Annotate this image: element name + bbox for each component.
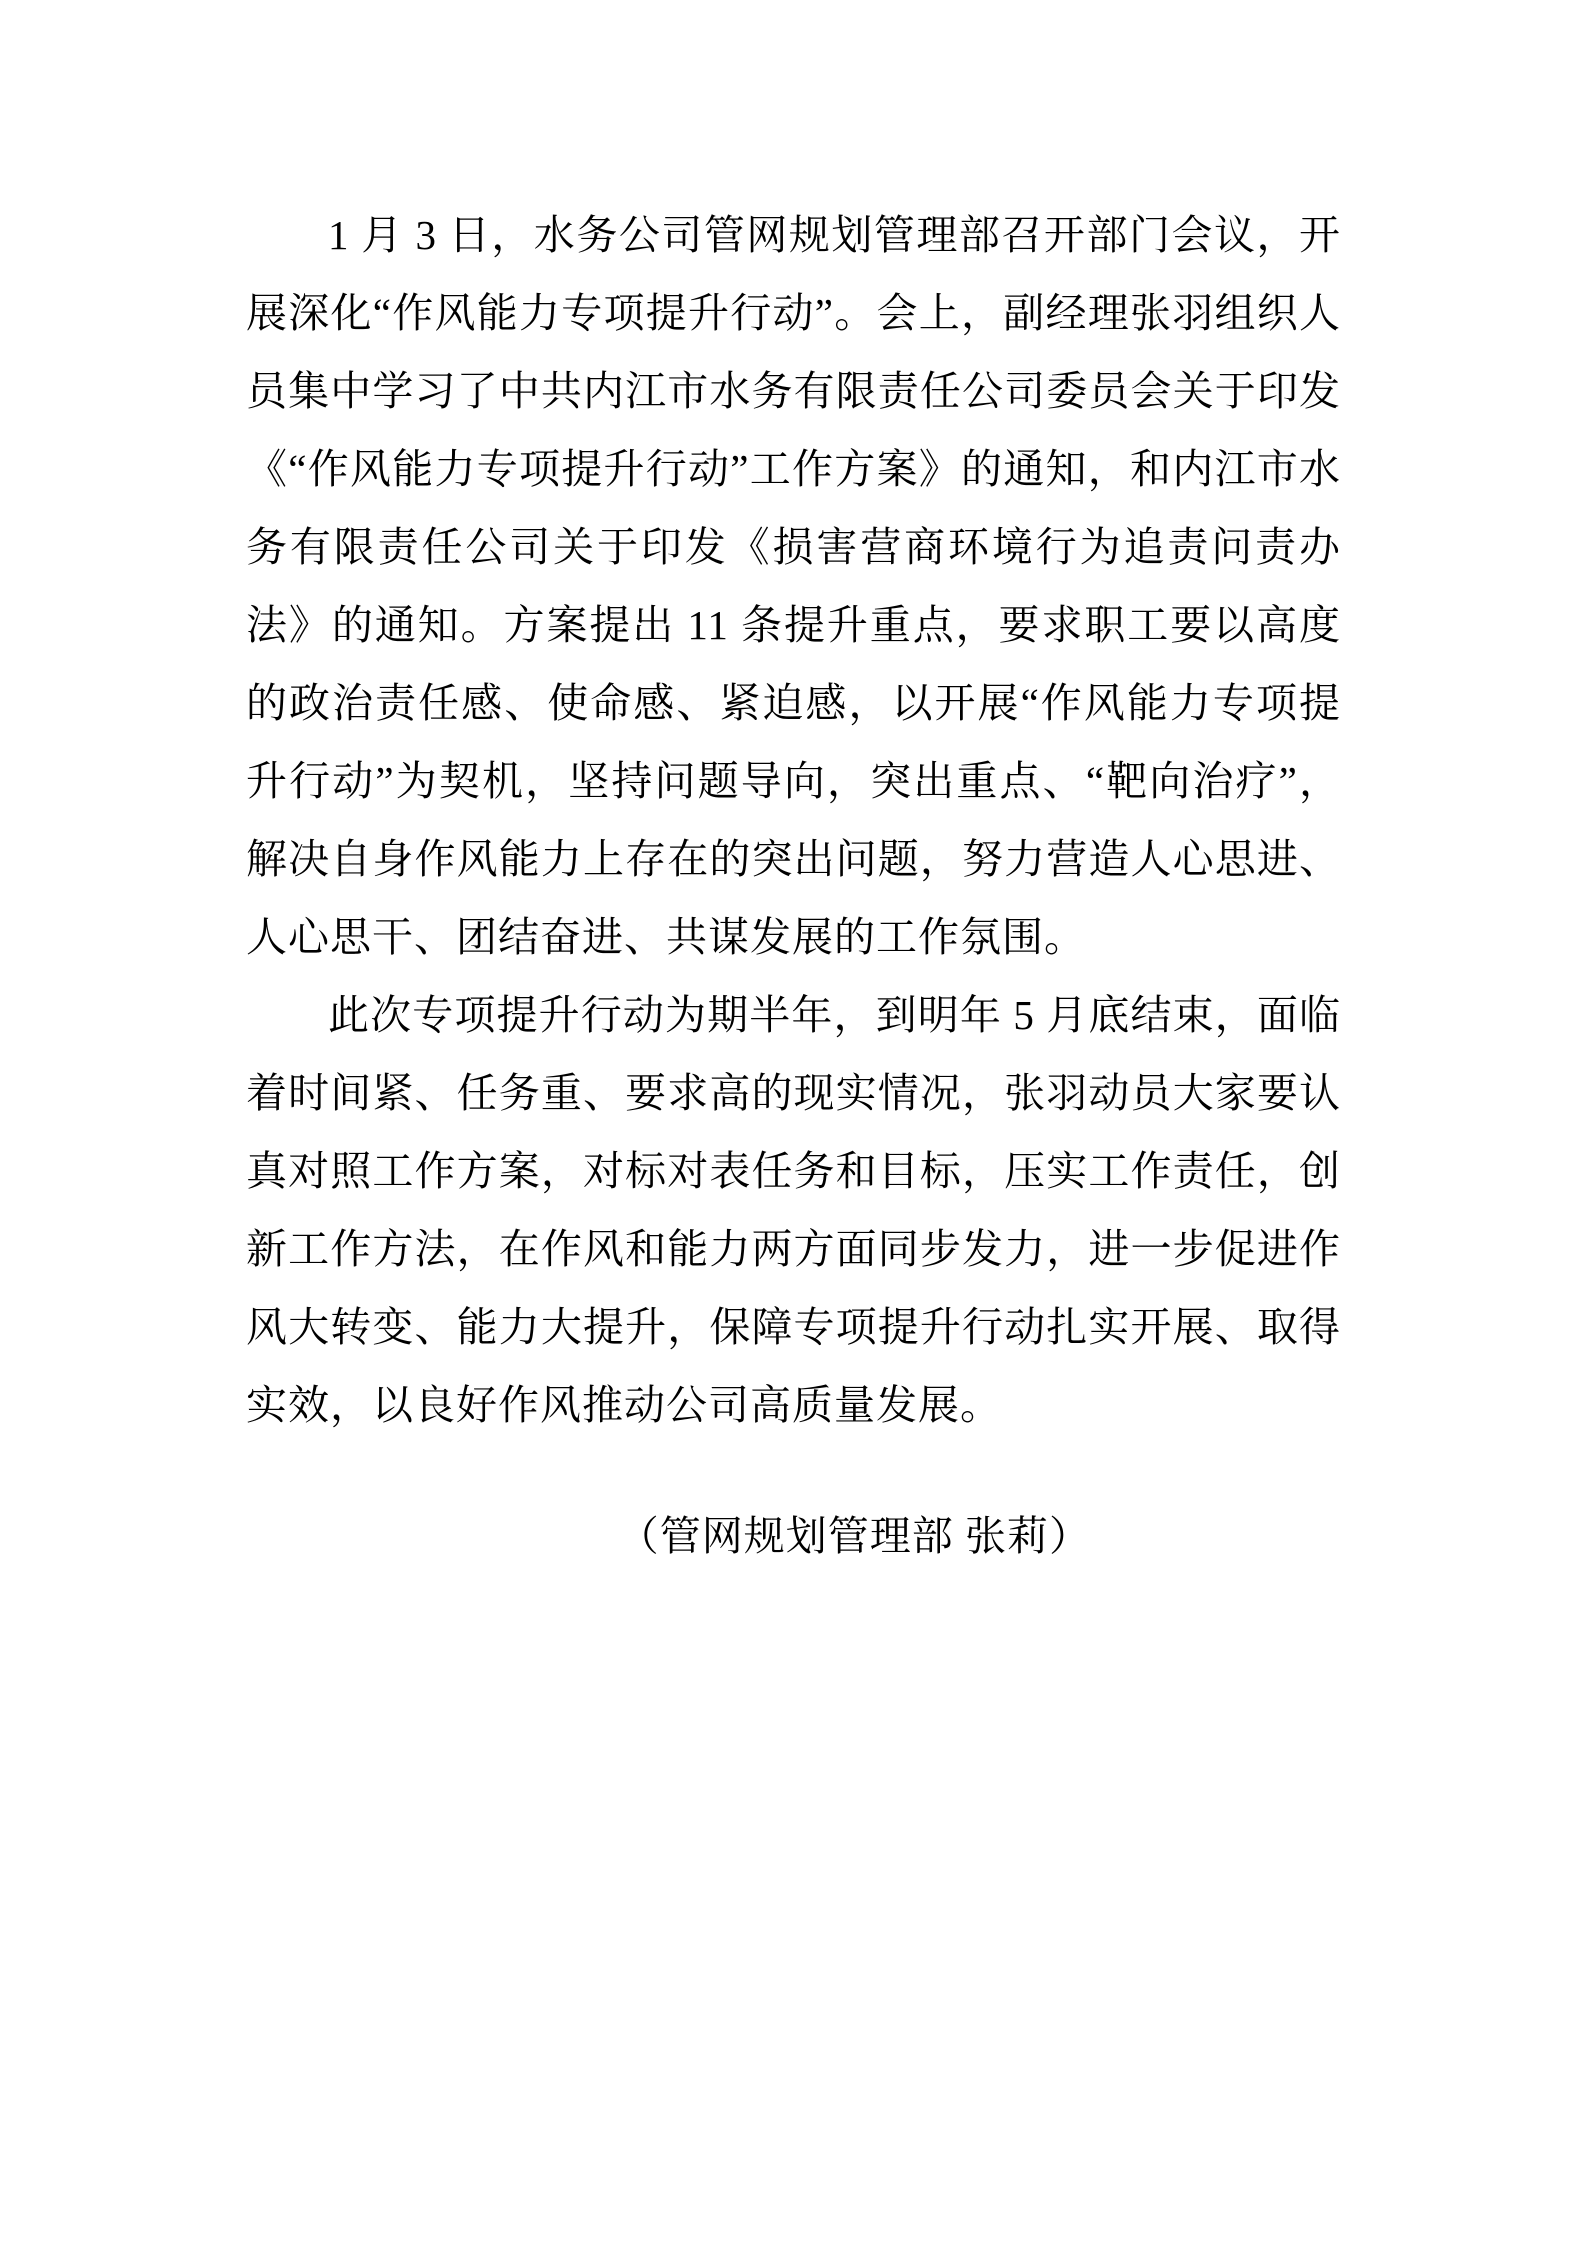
body-paragraph-2: 此次专项提升行动为期半年，到明年 5 月底结束，面临着时间紧、任务重、要求高的现实情况，张羽动员大家要认真对照工作方案，对标对表任务和目标，压实工作责任，创新工作方法，在作风和能力两方面同步发力，进一步促进作风大转变、能力大提升，保障专项提升行动扎实开展、取得实效，以良好作风推动公司高质量发展。 xyxy=(246,992,1341,1428)
body-paragraph-1: 1 月 3 日，水务公司管网规划管理部召开部门会议，开展深化“作风能力专项提升行动”。会上，副经理张羽组织人员集中学习了中共内江市水务有限责任公司委员会关于印发《“作风能力专项提升行动”工作方案》的通知，和内江市水务有限责任公司关于印发《损害营商环境行为追责问责办法》的通知。方案提出 11 条提升重点，要求职工要以高度的政治责任感、使命感、紧迫感，以开展“作风能力专项提升行动”为契机，坚持问题导向，突出重点、“靶向治疗”，解决自身作风能力上存在的突出问题，努力营造人心思进、人心思干、团结奋进、共谋发展的工作氛围。 xyxy=(246,212,1341,960)
signature-line: （管网规划管理部 张莉） xyxy=(617,1513,1091,1559)
